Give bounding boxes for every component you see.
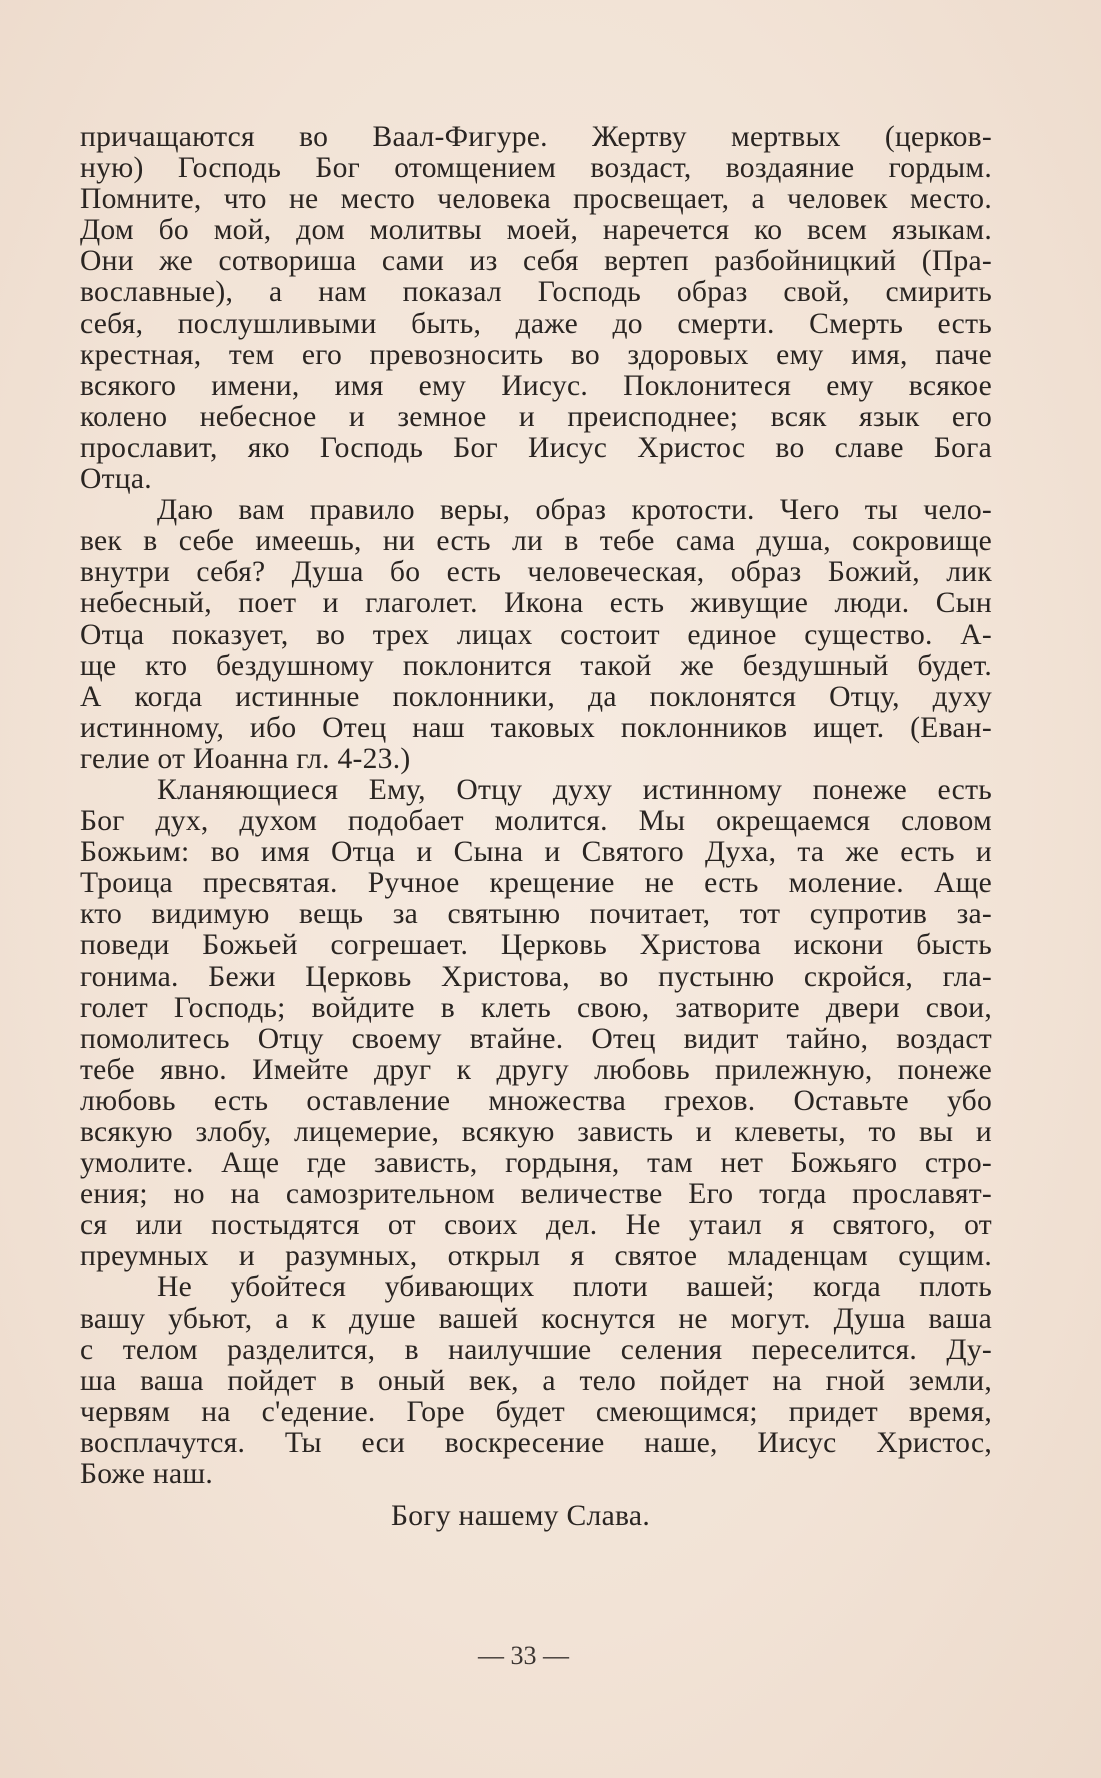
page-number	[0, 1641, 1101, 1671]
paragraph	[80, 775, 992, 1273]
text-line: всякого имени, имя ему Иисус. Поклонитеся ему всякое	[80, 369, 992, 402]
text-line: умолите. Аще где зависть, гордыня, там нет Божьяго стро-	[80, 1147, 992, 1180]
text-line: вославные), а нам показал Господь образ свой, смирить	[80, 276, 992, 309]
text-line: ша ваша пойдет в оный век, а тело пойдет на гной земли,	[80, 1364, 992, 1397]
text-line: кто видимую вещь за святыню почитает, тот супротив за-	[80, 898, 992, 931]
paragraph	[80, 122, 992, 495]
text-line: любовь есть оставление множества грехов. Оставьте убо	[80, 1084, 992, 1117]
text-line: вашу убьют, а к душе вашей коснутся не могут. Душа ваша	[80, 1302, 992, 1335]
body-text	[80, 122, 992, 1490]
text-line: Бог дух, духом подобает молится. Мы окрещаемся словом	[80, 805, 992, 838]
text-line: Дом бо мой, дом молитвы моей, наречется ко всем языкам.	[80, 214, 992, 247]
text-line: истинному, ибо Отец наш таковых поклонников ищет. (Еван-	[80, 711, 992, 744]
text-line: век в себе имеешь, ни есть ли в тебе сама душа, сокровище	[80, 525, 992, 558]
text-line: ения; но на самозрительном величестве Его тогда прославят-	[80, 1178, 992, 1211]
closing-line	[0, 1500, 1101, 1533]
text-line: всякую злобу, лицемерие, всякую зависть и клеветы, то вы и	[80, 1116, 992, 1148]
text-line: Отца.	[80, 463, 152, 496]
text-line: тебе явно. Имейте друг к другу любовь прилежную, понеже	[80, 1053, 992, 1086]
paragraph	[80, 1272, 992, 1490]
text-line: небесный, поет и глаголет. Икона есть живущие люди. Сын	[80, 587, 992, 620]
text-line: ную) Господь Бог отомщением воздаст, воздаяние гордым.	[80, 152, 992, 185]
text-line: гонима. Бежи Церковь Христова, во пустыню скройся, гла-	[80, 960, 992, 993]
text-line: А когда истинные поклонники, да поклонятся Отцу, духу	[80, 680, 992, 713]
text-line: гелие от Иоанна гл. 4-23.)	[80, 742, 411, 775]
text-line: голет Господь; войдите в клеть свою, затворите двери свои,	[80, 991, 992, 1024]
text-line: Кланяющиеся Ему, Отцу духу истинному понеже есть	[157, 773, 992, 806]
text-line: крестная, тем его превозносить во здоровых ему имя, паче	[80, 338, 992, 371]
text-line: внутри себя? Душа бо есть человеческая, образ Божий, лик	[80, 556, 992, 589]
text-line: червям на с'едение. Горе будет смеющимся; придет время,	[80, 1395, 992, 1428]
text-line: Троица пресвятая. Ручное крещение не есть моление. Аще	[80, 867, 992, 900]
paragraph	[80, 495, 992, 775]
text-line: поведи Божьей согрешает. Церковь Христова искони бысть	[80, 929, 992, 962]
text-line: преумных и разумных, открыл я святое младенцам сущим.	[80, 1240, 992, 1273]
text-line: причащаются во Ваал-Фигуре. Жертву мертвых (церков-	[80, 121, 992, 153]
text-line: Они же сотвориша сами из себя вертеп разбойницкий (Пра-	[80, 245, 992, 278]
text-line: Не убойтеся убивающих плоти вашей; когда плоть	[157, 1271, 992, 1304]
text-line: Даю вам правило веры, образ кротости. Чего ты чело-	[157, 494, 992, 527]
text-line: колено небесное и земное и преисподнее; всяк язык его	[80, 400, 992, 433]
text-line: помолитесь Отцу своему втайне. Отец видит тайно, воздаст	[80, 1022, 992, 1055]
text-line: Помните, что не место человека просвещает, а человек место.	[80, 183, 992, 216]
text-line: ся или постыдятся от своих дел. Не утаил я святого, от	[80, 1209, 992, 1242]
text-line: прославит, яко Господь Бог Иисус Христос во славе Бога	[80, 431, 992, 464]
text-line: себя, послушливыми быть, даже до смерти. Смерть есть	[80, 307, 992, 340]
text-line: Божьим: во имя Отца и Сына и Святого Духа, та же есть и	[80, 836, 992, 869]
text-line: Отца показует, во трех лицах состоит единое существо. А-	[80, 618, 992, 651]
page-number-text: — 33 —	[478, 1641, 569, 1670]
text-line: восплачутся. Ты еси воскресение наше, Иисус Христос,	[80, 1426, 992, 1459]
text-line: ще кто бездушному поклонится такой же бездушный будет.	[80, 649, 992, 682]
text-line: Боже наш.	[80, 1458, 214, 1491]
closing-text: Богу нашему Слава.	[390, 1500, 651, 1532]
text-line: с телом разделится, в наилучшие селения переселится. Ду-	[80, 1333, 992, 1366]
